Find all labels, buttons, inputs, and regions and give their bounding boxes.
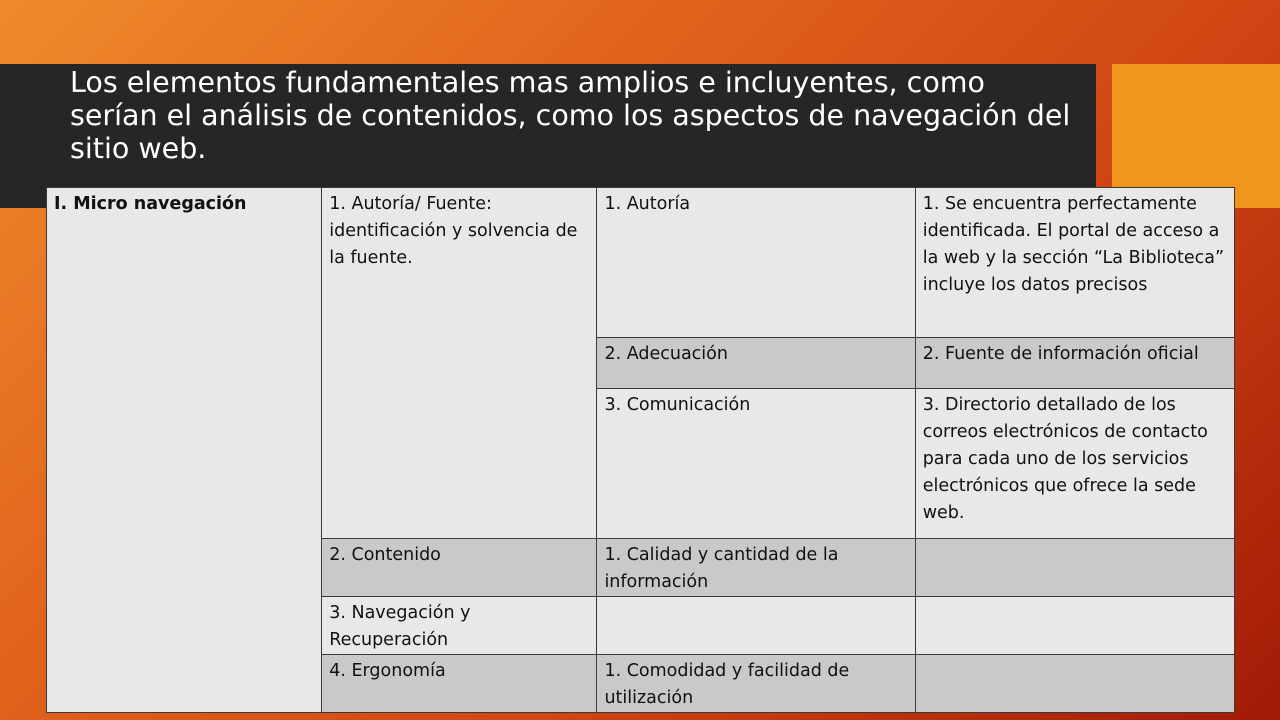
table-row (47, 188, 1235, 338)
observation-cell-empty (915, 655, 1234, 713)
observation-cell-empty (915, 597, 1234, 655)
observation-cell-autoria: 1. Se encuentra perfectamente identificada. El portal de acceso a la web y la sección “La Biblioteca” incluye los datos precisos (915, 188, 1234, 338)
criterion-cell-navegacion: 3. Navegación y Recuperación (322, 597, 597, 655)
observation-cell-empty (915, 539, 1234, 597)
section-cell: I. Micro navegación (47, 188, 322, 713)
indicator-cell-adecuacion: 2. Adecuación (597, 338, 915, 389)
criterion-cell-ergonomia: 4. Ergonomía (322, 655, 597, 713)
observation-cell-adecuacion: 2. Fuente de información oficial (915, 338, 1234, 389)
slide-title: Los elementos fundamentales mas amplios e incluyentes, como serían el análisis de contenidos, como los aspectos de navegación del sitio web. (70, 66, 1071, 165)
indicator-cell-comunicacion: 3. Comunicación (597, 389, 915, 539)
observation-cell-comunicacion: 3. Directorio detallado de los correos electrónicos de contacto para cada uno de los servicios electrónicos que ofrece la sede web. (915, 389, 1234, 539)
criterion-cell-contenido: 2. Contenido (322, 539, 597, 597)
indicator-cell-empty (597, 597, 915, 655)
indicator-cell-comodidad: 1. Comodidad y facilidad de utilización (597, 655, 915, 713)
indicator-cell-calidad: 1. Calidad y cantidad de la información (597, 539, 915, 597)
criterion-cell-autoria: 1. Autoría/ Fuente: identificación y solvencia de la fuente. (322, 188, 597, 539)
evaluation-table (46, 187, 1235, 713)
indicator-cell-autoria: 1. Autoría (597, 188, 915, 338)
